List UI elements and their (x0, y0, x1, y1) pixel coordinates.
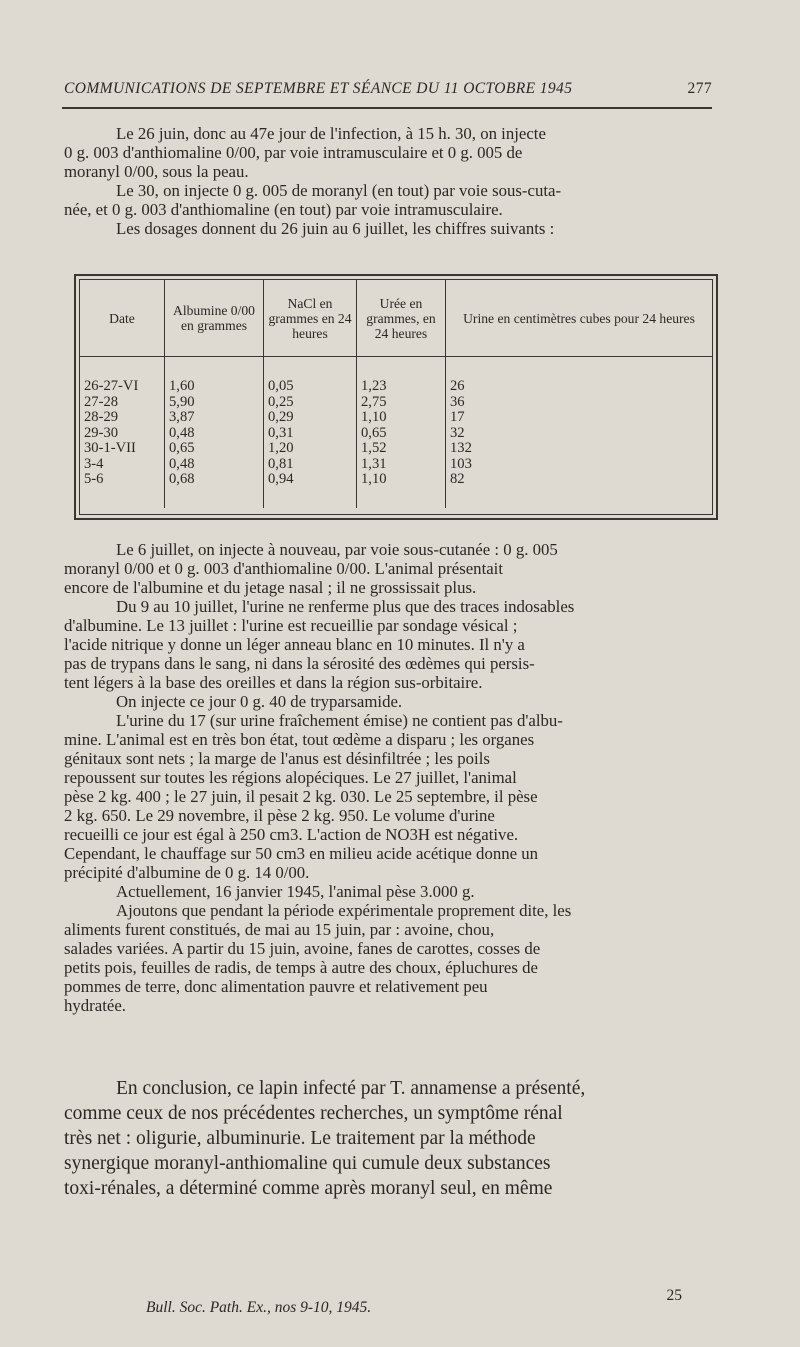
cell-uree: 1,23 (357, 357, 446, 395)
cell-date: 30-1-VII (80, 441, 165, 457)
col-header-urine: Urine en centimètres cubes pour 24 heures (446, 280, 713, 357)
cell-urine: 32 (450, 424, 465, 441)
cell-nacl: 1,20 (264, 441, 357, 457)
cell-nacl: 0,94 (264, 472, 357, 508)
cell-urine: 82 (450, 471, 465, 487)
journal-reference: Bull. Soc. Path. Ex., nos 9-10, 1945. (146, 1299, 372, 1316)
cell-uree: 1,10 (357, 472, 446, 508)
cell-nacl: 0,29 (264, 410, 357, 426)
text-line: comme ceux de nos précédentes recherches, un symptôme rénal (64, 1103, 563, 1124)
col-header-date: Date (80, 280, 165, 357)
paragraphs-intro (64, 124, 728, 238)
text-line: En conclusion, ce lapin infecté par T. annamense a présenté, (116, 1078, 586, 1099)
cell-albumine: 3,87 (165, 410, 264, 426)
table-row (80, 410, 712, 426)
col-header-albumine: Albumine 0/00 en grammes (165, 280, 264, 357)
text-line: L'urine du 17 (sur urine fraîchement émise) ne contient pas d'albu- (116, 711, 563, 730)
table-row (80, 457, 712, 473)
cell-nacl: 0,25 (264, 395, 357, 411)
text-line: génitaux sont nets ; la marge de l'anus est désinfiltrée ; les poils (64, 749, 490, 768)
cell-date: 3-4 (80, 457, 165, 473)
cell-date: 27-28 (80, 395, 165, 411)
text-line: pèse 2 kg. 400 ; le 27 juin, il pesait 2 kg. 030. Le 25 septembre, il pèse (64, 787, 538, 806)
cell-urine: 26 (450, 378, 465, 394)
cell-urine: 17 (450, 409, 465, 425)
text-line: hydratée. (64, 996, 126, 1015)
text-line: d'albumine. Le 13 juillet : l'urine est recueillie par sondage vésical ; (64, 616, 518, 635)
cell-albumine: 0,68 (165, 472, 264, 508)
text-line: pommes de terre, donc alimentation pauvre et relativement peu (64, 977, 488, 996)
header-rule (62, 107, 712, 109)
cell-date: 28-29 (80, 410, 165, 426)
text-line: aliments furent constitués, de mai au 15 juin, par : avoine, chou, (64, 920, 495, 939)
col-header-uree: Urée en grammes, en 24 heures (357, 280, 446, 357)
cell-urine: 103 (450, 455, 472, 472)
cell-nacl: 0,05 (264, 357, 357, 395)
cell-date: 5-6 (80, 472, 165, 508)
text-line: Cependant, le chauffage sur 50 cm3 en milieu acide acétique donne un (64, 844, 539, 863)
text-line: Actuellement, 16 janvier 1945, l'animal pèse 3.000 g. (116, 882, 475, 901)
text-line: très net : oligurie, albuminurie. Le traitement par la méthode (64, 1128, 536, 1149)
table-row (80, 441, 712, 457)
cell-uree: 1,52 (357, 441, 446, 457)
table-row (80, 395, 712, 411)
text-line: l'acide nitrique y donne un léger anneau blanc en 10 minutes. Il n'y a (64, 635, 525, 654)
running-header (64, 80, 714, 104)
text-line: pas de trypans dans le sang, ni dans la sérosité des œdèmes qui persis- (64, 654, 535, 673)
text-line: mine. L'animal est en très bon état, tout œdème a disparu ; les organes (64, 730, 535, 749)
cell-albumine: 0,65 (165, 441, 264, 457)
text-line: toxi-rénales, a déterminé comme après moranyl seul, en même (64, 1178, 553, 1199)
text-line: petits pois, feuilles de radis, de temps à autre des choux, épluchures de (64, 958, 538, 977)
text-line: repoussent sur toutes les régions alopéciques. Le 27 juillet, l'animal (64, 768, 517, 787)
text-line: moranyl 0/00, sous la peau. (64, 162, 249, 181)
cell-uree: 1,31 (357, 457, 446, 473)
text-line: salades variées. A partir du 15 juin, avoine, fanes de carottes, cosses de (64, 939, 541, 958)
table-row (80, 472, 712, 508)
text-line: 2 kg. 650. Le 29 novembre, il pèse 2 kg. 950. Le volume d'urine (64, 806, 495, 825)
text-line: moranyl 0/00 et 0 g. 003 d'anthiomaline 0/00. L'animal présentait (64, 559, 504, 578)
text-line: 0 g. 003 d'anthiomaline 0/00, par voie intramusculaire et 0 g. 005 de (64, 143, 523, 162)
signature-mark: 25 (666, 1287, 682, 1304)
cell-urine: 132 (450, 440, 472, 456)
text-line: précipité d'albumine de 0 g. 14 0/00. (64, 863, 310, 882)
table-row (80, 357, 712, 395)
page-number: 277 (687, 80, 712, 97)
cell-date: 26-27-VI (80, 357, 165, 395)
table-row (80, 426, 712, 442)
cell-albumine: 5,90 (165, 395, 264, 411)
text-line: Les dosages donnent du 26 juin au 6 juillet, les chiffres suivants : (116, 219, 555, 238)
text-line: Du 9 au 10 juillet, l'urine ne renferme plus que des traces indosables (116, 597, 575, 616)
results-table (80, 280, 712, 508)
cell-urine: 36 (450, 393, 465, 410)
cell-nacl: 0,31 (264, 426, 357, 442)
text-line: synergique moranyl-anthiomaline qui cumule deux substances (64, 1153, 551, 1174)
text-line: On injecte ce jour 0 g. 40 de tryparsamide. (116, 692, 403, 711)
cell-uree: 2,75 (357, 395, 446, 411)
text-line: Le 30, on injecte 0 g. 005 de moranyl (en tout) par voie sous-cuta- (116, 181, 562, 200)
cell-albumine: 0,48 (165, 457, 264, 473)
text-line: née, et 0 g. 003 d'anthiomaline (en tout) par voie intramusculaire. (64, 200, 503, 219)
page-footer (146, 1287, 706, 1317)
results-table-frame (74, 274, 718, 520)
text-line: encore de l'albumine et du jetage nasal ; il ne grossissait plus. (64, 578, 477, 597)
col-header-nacl: NaCl en grammes en 24 heures (264, 280, 357, 357)
text-line: recueilli ce jour est égal à 250 cm3. L'action de NO3H est négative. (64, 825, 519, 844)
cell-date: 29-30 (80, 426, 165, 442)
cell-nacl: 0,81 (264, 457, 357, 473)
running-title: COMMUNICATIONS DE SEPTEMBRE ET SÉANCE DU 11 OCTOBRE 1945 (64, 80, 573, 97)
text-line: Ajoutons que pendant la période expérimentale proprement dite, les (116, 901, 572, 920)
cell-albumine: 0,48 (165, 426, 264, 442)
text-line: Le 6 juillet, on injecte à nouveau, par voie sous-cutanée : 0 g. 005 (116, 540, 558, 559)
paragraphs-followup (64, 540, 728, 1015)
paragraph-conclusion (64, 1076, 728, 1201)
text-line: Le 26 juin, donc au 47e jour de l'infection, à 15 h. 30, on injecte (116, 124, 546, 143)
text-line: tent légers à la base des oreilles et dans la région sus-orbitaire. (64, 673, 483, 692)
table-header-row (80, 280, 712, 357)
cell-albumine: 1,60 (165, 357, 264, 395)
cell-uree: 1,10 (357, 410, 446, 426)
cell-uree: 0,65 (357, 426, 446, 442)
